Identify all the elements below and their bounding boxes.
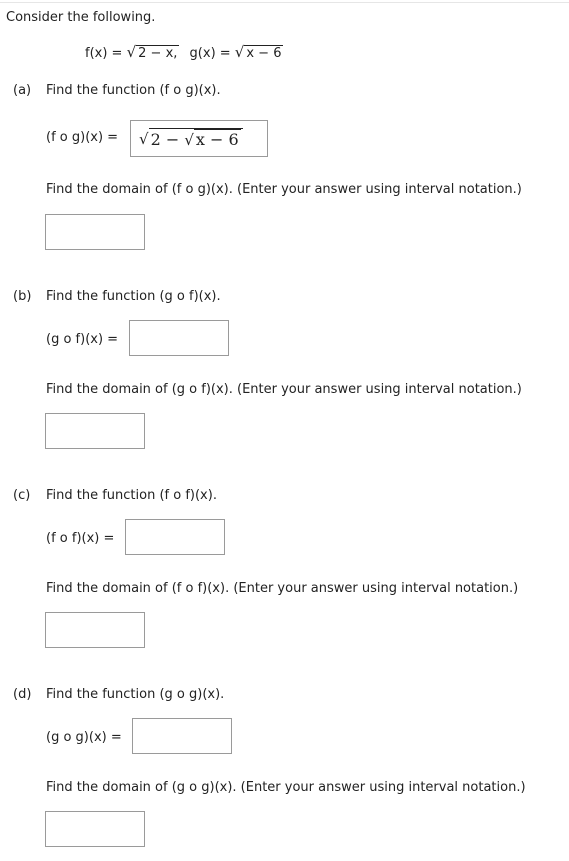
part-a-function-answer[interactable] [130, 120, 268, 157]
part-a-expr-label: (f o g)(x) = [46, 130, 119, 145]
part-a-domain-input[interactable] [45, 214, 145, 250]
part-c-label: (c) [13, 488, 31, 503]
sqrt-symbol: √ [234, 43, 245, 61]
g-radicand: x − 6 [246, 46, 282, 61]
sqrt-symbol: √ [184, 131, 194, 149]
part-b-expr-label: (g o f)(x) = [46, 332, 119, 347]
sqrt-symbol: √ [126, 43, 137, 61]
part-b-find-function: Find the function (g o f)(x). [46, 289, 221, 304]
part-a-answer-outer: 2 − [150, 130, 180, 149]
g-definition-label: g(x) = [189, 46, 235, 61]
part-b-label: (b) [13, 289, 32, 304]
part-d-find-function: Find the function (g o g)(x). [46, 687, 225, 702]
part-b-domain-input[interactable] [45, 413, 145, 449]
part-b-domain-prompt: Find the domain of (g o f)(x). (Enter your answer using interval notation.) [46, 382, 522, 397]
part-c-function-input[interactable] [125, 519, 225, 555]
part-c-find-function: Find the function (f o f)(x). [46, 488, 217, 503]
part-a-answer-inner: x − 6 [195, 130, 239, 149]
part-c-domain-input[interactable] [45, 612, 145, 648]
part-a-label: (a) [13, 83, 32, 98]
part-d-expr-label: (g o g)(x) = [46, 730, 122, 745]
part-a-domain-prompt: Find the domain of (f o g)(x). (Enter your answer using interval notation.) [46, 182, 522, 197]
given-functions [85, 44, 283, 62]
part-d-function-input[interactable] [132, 718, 232, 754]
part-a-find-function: Find the function (f o g)(x). [46, 83, 221, 98]
top-divider [0, 2, 569, 3]
part-d-domain-input[interactable] [45, 811, 145, 847]
part-c-expr-label: (f o f)(x) = [46, 531, 115, 546]
part-c-domain-prompt: Find the domain of (f o f)(x). (Enter your answer using interval notation.) [46, 581, 519, 596]
part-d-label: (d) [13, 687, 32, 702]
intro-text: Consider the following. [6, 10, 156, 25]
part-d-domain-prompt: Find the domain of (g o g)(x). (Enter your answer using interval notation.) [46, 780, 526, 795]
part-b-function-input[interactable] [129, 320, 229, 356]
f-radicand: 2 − x, [138, 46, 178, 61]
sqrt-symbol: √ [139, 129, 149, 148]
f-definition-label: f(x) = [85, 46, 127, 61]
